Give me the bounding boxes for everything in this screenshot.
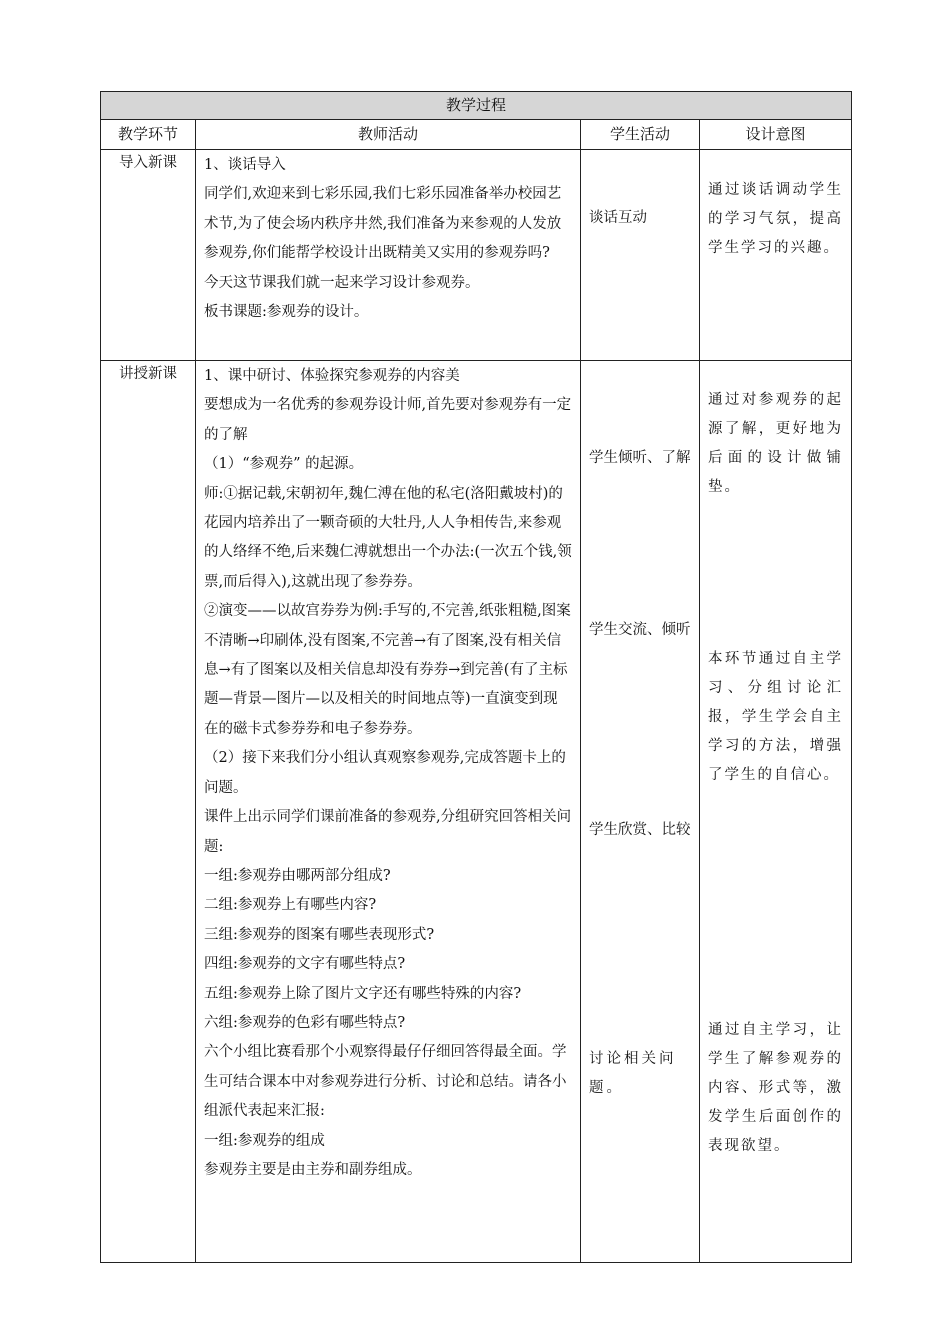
student-activity-text: 讨论相关问题。 xyxy=(589,1051,677,1096)
teaching-process-table xyxy=(100,91,852,1263)
design-intent-text: 通过对参观券的起源了解，更好地为后面的设计做铺垫。 xyxy=(708,392,844,495)
teacher-paragraph: 参观券主要是由主券和副券组成。 xyxy=(204,1161,422,1178)
teacher-paragraph: （2）接下来我们分小组认真观察参观券,完成答题卡上的问题。 xyxy=(204,750,566,796)
teacher-paragraph: 六个小组比赛看那个小观察得最仔仔细回答得最全面。学生可结合课本中对参观券进行分析、讨论和总结。请各小组派代表起来汇报: xyxy=(204,1044,567,1120)
student-activity-text: 学生交流、倾听 xyxy=(589,622,691,638)
student-activity-text: 学生倾听、了解 xyxy=(589,450,691,466)
teacher-paragraph: 1、课中研讨、体验探究参观券的内容美 xyxy=(204,368,460,384)
teacher-paragraph: 师:①据记载,宋朝初年,魏仁溥在他的私宅(洛阳戴坡村)的花园内培养出了一颗奇硕的大牡丹,人人争相传告,来参观的人络绎不绝,后来魏仁溥就想出一个办法:(一次五个钱,领票,而后得入),这就出现了参券券。 xyxy=(204,485,572,590)
table-row xyxy=(101,361,852,1263)
design-intent-text: 通过自主学习，让学生了解参观券的内容、形式等，激发学生后面创作的表现欲望。 xyxy=(708,1022,844,1154)
table-row xyxy=(101,150,852,361)
teacher-paragraph: 板书课题:参观券的设计。 xyxy=(204,304,369,321)
teacher-paragraph: 二组:参观券上有哪些内容? xyxy=(204,897,377,914)
teacher-paragraph: 四组:参观券的文字有哪些特点? xyxy=(204,956,406,973)
teacher-activity-cell xyxy=(196,361,581,1263)
teacher-paragraph: 课件上出示同学们课前准备的参观券,分组研究回答相关问题: xyxy=(204,809,572,855)
teacher-paragraph: （1）“参观券” 的起源。 xyxy=(204,456,364,473)
teacher-paragraph: 五组:参观券上除了图片文字还有哪些特殊的内容? xyxy=(204,985,522,1002)
teacher-paragraph: 1、谈话导入 xyxy=(204,157,286,173)
header-teacher-activity: 教师活动 xyxy=(196,120,581,150)
teacher-paragraph: 同学们,欢迎来到七彩乐园,我们七彩乐园准备举办校园艺术节,为了使会场内秩序井然,我们准备为来参观的人发放参观券,你们能帮学校设计出既精美又实用的参观券吗? xyxy=(204,186,562,262)
teacher-paragraph: 六组:参观券的色彩有哪些特点? xyxy=(204,1014,406,1031)
student-activity-text: 谈话互动 xyxy=(589,210,647,226)
teacher-paragraph: ②演变——以故宫券券为例:手写的,不完善,纸张粗糙,图案不清晰→印刷体,没有图案,不完善→有了图案,没有相关信息→有了图案以及相关信息却没有券券→到完善(有了主标题—背景—图片—以及相关的时间地点等)一直演变到现在的磁卡式参券券和电子参券券。 xyxy=(204,603,571,737)
design-intent-cell xyxy=(700,150,852,361)
teacher-paragraph: 要想成为一名优秀的参观券设计师,首先要对参观券有一定的了解 xyxy=(204,397,572,443)
table-title: 教学过程 xyxy=(101,92,852,120)
teacher-paragraph: 今天这节课我们就一起来学习设计参观券。 xyxy=(204,274,480,291)
student-activity-text: 学生欣赏、比较 xyxy=(589,822,691,838)
student-activity-cell xyxy=(581,150,700,361)
stage-cell: 讲授新课 xyxy=(101,361,196,1263)
design-intent-text: 本环节通过自主学习、分组讨论汇报，学生学会自主学习的方法，增强了学生的自信心。 xyxy=(708,651,844,783)
teacher-activity-cell xyxy=(196,150,581,361)
teacher-paragraph: 一组:参观券由哪两部分组成? xyxy=(204,867,391,884)
teacher-paragraph: 一组:参观券的组成 xyxy=(204,1132,325,1149)
design-intent-cell xyxy=(700,361,852,1263)
header-student-activity: 学生活动 xyxy=(581,120,700,150)
stage-cell: 导入新课 xyxy=(101,150,196,361)
teacher-paragraph: 三组:参观券的图案有哪些表现形式? xyxy=(204,926,435,943)
student-activity-cell xyxy=(581,361,700,1263)
header-design-intent: 设计意图 xyxy=(700,120,852,150)
design-intent-text: 通过谈话调动学生的学习气氛，提高学生学习的兴趣。 xyxy=(708,182,844,256)
header-stage: 教学环节 xyxy=(101,120,196,150)
